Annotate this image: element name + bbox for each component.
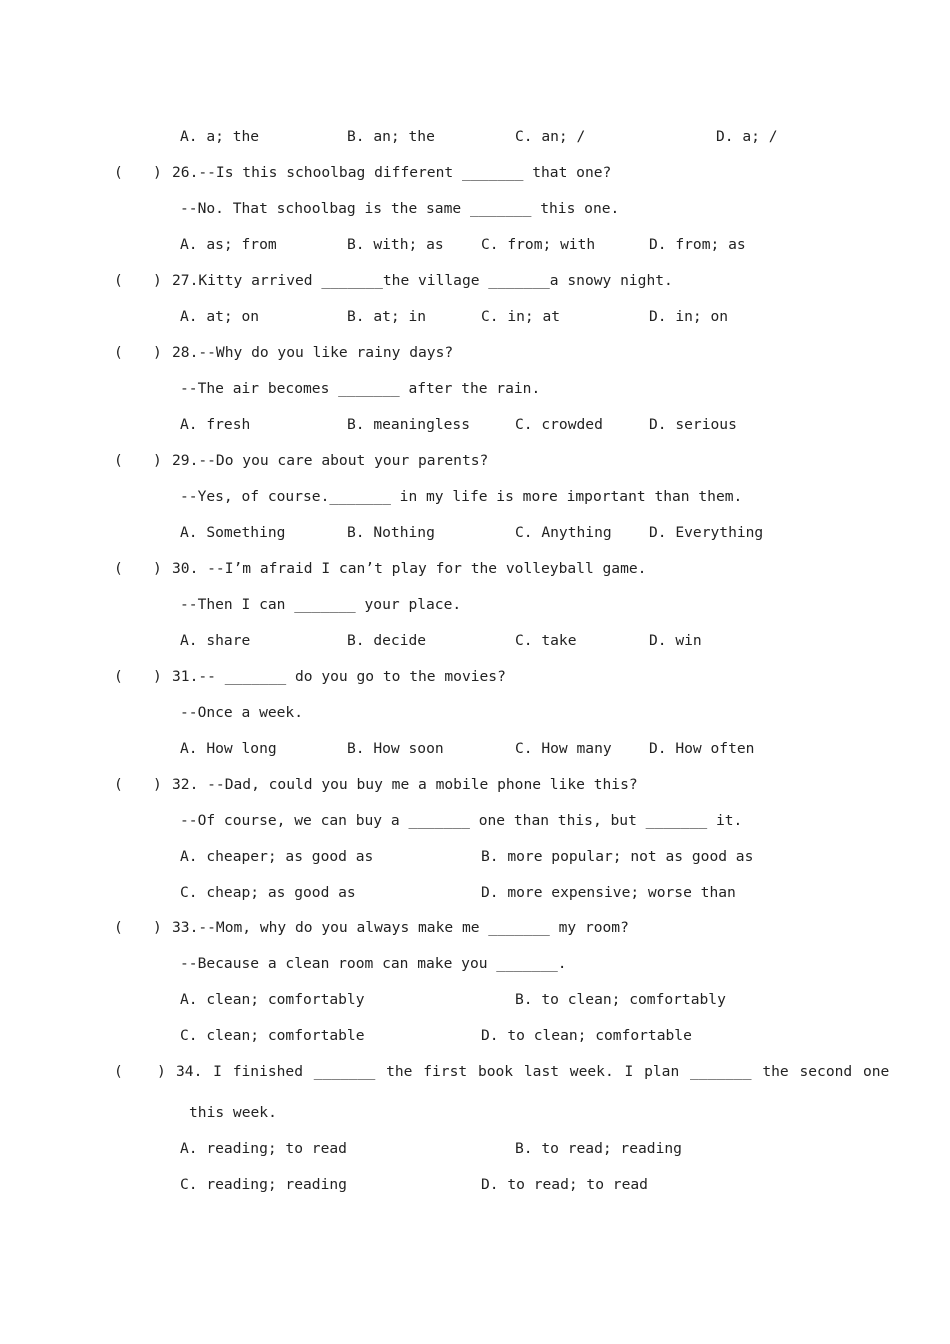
question-reply: --The air becomes _______ after the rain.	[180, 380, 541, 397]
option-b: B. at; in	[347, 308, 427, 325]
answer-paren-left: (	[114, 668, 123, 685]
option-d: D. serious	[649, 416, 737, 433]
option-d: D. to clean; comfortable	[481, 1027, 692, 1044]
option-a: A. Something	[180, 524, 286, 541]
answer-paren-left: (	[114, 1063, 123, 1080]
option-a: A. cheaper; as good as	[180, 848, 374, 865]
option-d: D. to read; to read	[481, 1176, 648, 1193]
option-c: C. cheap; as good as	[180, 884, 356, 901]
option-a: A. share	[180, 632, 251, 649]
option-c: C. from; with	[481, 236, 596, 253]
question-stem: 32. --Dad, could you buy me a mobile phone like this?	[172, 776, 638, 793]
option-b: B. an; the	[347, 128, 435, 145]
question-stem: 30. --I’m afraid I can’t play for the volleyball game.	[172, 560, 647, 577]
option-d: D. more expensive; worse than	[481, 884, 736, 901]
option-a: A. reading; to read	[180, 1140, 347, 1157]
answer-paren-left: (	[114, 560, 123, 577]
option-c: C. How many	[515, 740, 612, 757]
option-c: C. in; at	[481, 308, 561, 325]
answer-paren-right: )	[157, 1063, 166, 1080]
option-b: B. meaningless	[347, 416, 471, 433]
option-a: A. fresh	[180, 416, 251, 433]
answer-paren-right: )	[153, 560, 162, 577]
option-b: B. to clean; comfortably	[515, 991, 726, 1008]
answer-paren-right: )	[153, 776, 162, 793]
option-a: A. clean; comfortably	[180, 991, 365, 1008]
option-c: C. crowded	[515, 416, 603, 433]
answer-paren-right: )	[153, 919, 162, 936]
question-stem: 29.--Do you care about your parents?	[172, 452, 489, 469]
question-stem-continued: this week.	[189, 1104, 277, 1121]
option-b: B. Nothing	[347, 524, 435, 541]
option-b: B. with; as	[347, 236, 444, 253]
question-stem: 34. I finished _______ the first book last week. I plan _______ the second one	[176, 1063, 890, 1080]
question-stem: 27.Kitty arrived _______the village _______a snowy night.	[172, 272, 673, 289]
answer-paren-right: )	[153, 668, 162, 685]
question-reply: --Once a week.	[180, 704, 304, 721]
option-b: B. decide	[347, 632, 427, 649]
option-d: D. win	[649, 632, 702, 649]
option-b: B. to read; reading	[515, 1140, 682, 1157]
option-c: C. take	[515, 632, 577, 649]
answer-paren-left: (	[114, 452, 123, 469]
answer-paren-right: )	[153, 344, 162, 361]
option-d: D. How often	[649, 740, 755, 757]
question-stem: 28.--Why do you like rainy days?	[172, 344, 454, 361]
option-d: D. a; /	[716, 128, 778, 145]
question-stem: 31.-- _______ do you go to the movies?	[172, 668, 506, 685]
option-c: C. clean; comfortable	[180, 1027, 365, 1044]
option-c: C. reading; reading	[180, 1176, 347, 1193]
option-a: A. a; the	[180, 128, 260, 145]
option-a: A. How long	[180, 740, 277, 757]
answer-paren-left: (	[114, 776, 123, 793]
question-stem: 26.--Is this schoolbag different _______ that one?	[172, 164, 612, 181]
answer-paren-left: (	[114, 344, 123, 361]
answer-paren-left: (	[114, 919, 123, 936]
option-a: A. at; on	[180, 308, 260, 325]
question-reply: --Because a clean room can make you _______.	[180, 955, 567, 972]
answer-paren-right: )	[153, 452, 162, 469]
answer-paren-left: (	[114, 164, 123, 181]
option-a: A. as; from	[180, 236, 277, 253]
question-reply: --No. That schoolbag is the same _______ this one.	[180, 200, 620, 217]
option-c: C. Anything	[515, 524, 612, 541]
option-b: B. more popular; not as good as	[481, 848, 754, 865]
option-d: D. from; as	[649, 236, 746, 253]
answer-paren-right: )	[153, 164, 162, 181]
question-stem: 33.--Mom, why do you always make me _______ my room?	[172, 919, 629, 936]
answer-paren-left: (	[114, 272, 123, 289]
question-reply: --Then I can _______ your place.	[180, 596, 462, 613]
question-reply: --Yes, of course._______ in my life is more important than them.	[180, 488, 743, 505]
option-d: D. in; on	[649, 308, 729, 325]
option-c: C. an; /	[515, 128, 586, 145]
question-reply: --Of course, we can buy a _______ one than this, but _______ it.	[180, 812, 743, 829]
answer-paren-right: )	[153, 272, 162, 289]
option-d: D. Everything	[649, 524, 764, 541]
option-b: B. How soon	[347, 740, 444, 757]
